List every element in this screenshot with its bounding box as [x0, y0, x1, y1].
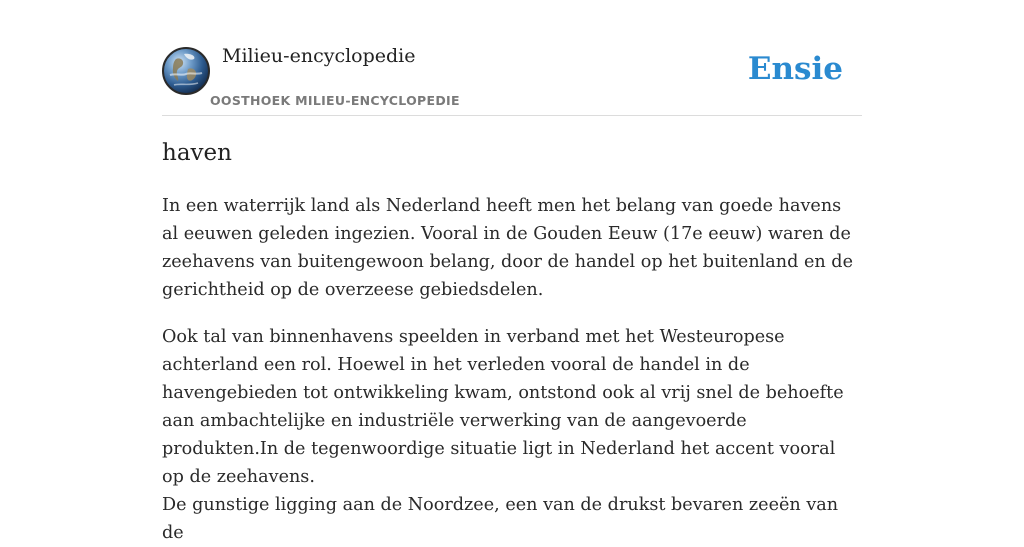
article-paragraph: De gunstige ligging aan de Noordzee, een van de drukst bevaren zeeën van de — [162, 495, 839, 543]
brand-logo[interactable]: Ensie — [747, 51, 843, 87]
article-paragraph: In een waterrijk land als Nederland heeft men het belang van goede havens al eeuwen geleden ingezien. Vooral in de Gouden Eeuw (17e eeuw) waren de zeehavens van buitengewoon belang, door de handel op het buitenland en de gerichtheid op de overzeese gebiedsdelen. — [162, 196, 853, 300]
content-container — [162, 0, 862, 543]
site-subtitle[interactable]: OOSTHOEK MILIEU-ENCYCLOPEDIE — [210, 93, 460, 108]
earth-globe-icon[interactable] — [162, 47, 210, 95]
article-paragraph: Ook tal van binnenhavens speelden in verband met het Westeuropese achterland een rol. Hoewel in het verleden vooral de handel in de havengebieden tot ontwikkeling kwam, ontstond ook al vrij snel de behoefte aan ambachtelijke en industriële verwerking van de aangevoerde produkten.In de tegenwoordige situatie ligt in Nederland het accent vooral op de zeehavens. — [162, 327, 844, 487]
site-name[interactable]: Milieu-encyclopedie — [222, 45, 416, 67]
site-header — [162, 0, 862, 116]
article-title: haven — [162, 140, 232, 166]
earth-globe-graphic — [164, 49, 208, 93]
